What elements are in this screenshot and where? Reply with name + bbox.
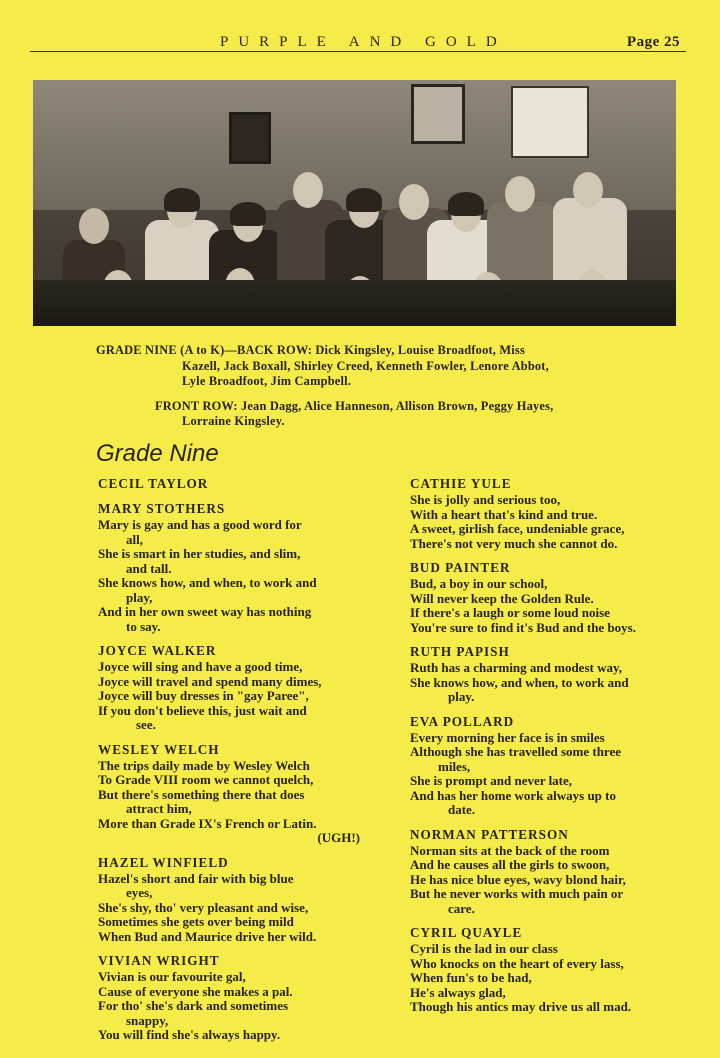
poem-line: snappy, (126, 1012, 169, 1028)
student-name: HAZEL WINFIELD (98, 854, 229, 870)
poem-line: Vivian is our favourite gal, (98, 969, 246, 984)
poem-line: There's not very much she cannot do. (410, 535, 618, 551)
poem-line: To Grade VIII room we cannot quelch, (98, 772, 314, 787)
poem-line: Ruth has a charming and modest way, (410, 660, 623, 675)
header-rule (30, 51, 686, 52)
caption-back-row-cont: Kazell, Jack Boxall, Shirley Creed, Kenneth Fowler, Lenore Abbot, (182, 358, 549, 373)
poem-line: And he causes all the girls to swoon, (410, 857, 610, 872)
poem-line: For tho' she's dark and sometimes (98, 998, 289, 1013)
poem-entry (410, 714, 692, 818)
section-title: Grade Nine (96, 440, 219, 467)
class-photo (33, 80, 676, 326)
poem-line: She is smart in her studies, and slim, (98, 546, 301, 561)
student-name: RUTH PAPISH (410, 644, 510, 659)
poem-entry (410, 925, 692, 1015)
photo-wall-frame (411, 84, 465, 144)
photo-figure-head (79, 208, 109, 244)
photo-poster (511, 86, 589, 158)
poem-line: Cyril is the lad in our class (410, 941, 558, 956)
poem-line: date. (448, 802, 476, 817)
poem-line: Sometimes she gets over being mild (98, 914, 294, 929)
student-name: CATHIE YULE (410, 476, 512, 491)
poem-line: She's shy, tho' very pleasant and wise, (98, 899, 309, 915)
poem-line: Joyce will buy dresses in "gay Paree", (98, 688, 309, 703)
poem-line: Joyce will sing and have a good time, (98, 659, 303, 674)
poem-line: If you don't believe this, just wait and (98, 702, 307, 718)
student-name: EVA POLLARD (410, 713, 515, 729)
photo-figure-hair (448, 192, 484, 216)
student-name: CYRIL QUAYLE (410, 925, 523, 940)
poem-entry (410, 560, 692, 635)
poem-line: But there's something there that does (98, 786, 305, 802)
poem-line: attract him, (126, 801, 192, 816)
photo-figure-hair (164, 188, 200, 212)
left-column (98, 476, 368, 1052)
poem-line: Though his antics may drive us all mad. (410, 999, 632, 1014)
poem-line: You're sure to find it's Bud and the boys. (410, 619, 636, 635)
student-name: NORMAN PATTERSON (410, 826, 569, 842)
poem-line: When fun's to be had, (410, 970, 532, 985)
poem-line: Hazel's short and fair with big blue (98, 870, 294, 886)
caption-front-row: FRONT ROW: Jean Dagg, Alice Hanneson, Allison Brown, Peggy Hayes, (155, 398, 554, 413)
photo-figure-hair (230, 202, 266, 226)
poem-line: You will find she's always happy. (98, 1027, 281, 1042)
poem-line: She knows how, and when, to work and (410, 674, 629, 690)
poem-line: She is prompt and never late, (410, 773, 573, 788)
photo-figure-head (399, 184, 429, 220)
poem-line: care. (448, 900, 475, 916)
student-name: MARY STOTHERS (98, 501, 226, 516)
poem-line: If there's a laugh or some loud noise (410, 605, 610, 620)
student-name: WESLEY WELCH (98, 741, 220, 757)
caption-back-row-cont: Lyle Broadfoot, Jim Campbell. (182, 374, 352, 388)
student-name: CECIL TAYLOR (98, 476, 209, 491)
poem-line: miles, (438, 758, 471, 774)
publication-title: PURPLE AND GOLD (220, 34, 507, 50)
poem-line: Norman sits at the back of the room (410, 842, 610, 858)
poem-line: Who knocks on the heart of every lass, (410, 955, 624, 971)
poem-entry (98, 501, 368, 634)
poem-line: see. (136, 717, 156, 732)
poem-line: and tall. (126, 560, 172, 576)
poem-entry (98, 643, 368, 733)
poem-line: Will never keep the Golden Rule. (410, 590, 594, 606)
poem-line: She is jolly and serious too, (410, 492, 561, 507)
photo-caption (96, 343, 686, 430)
poem-line: Bud, a boy in our school, (410, 576, 548, 591)
poem-line: And has her home work always up to (410, 787, 616, 803)
poem-line: A sweet, girlish face, undeniable grace, (410, 521, 625, 536)
poem-entry (410, 476, 692, 551)
poem-line: With a heart that's kind and true. (410, 506, 598, 522)
poem-line: Cause of everyone she makes a pal. (98, 983, 293, 999)
poem-entry (98, 855, 368, 945)
poem-line: Although she has travelled some three (410, 744, 622, 759)
poem-line: play, (126, 589, 153, 605)
poem-line: She knows how, and when, to work and (98, 575, 317, 590)
poem-line: play. (448, 689, 475, 704)
right-column (410, 476, 692, 1024)
poem-line: eyes, (126, 885, 153, 900)
photo-figure-head (293, 172, 323, 208)
photo-desks (33, 280, 676, 326)
poem-line: When Bud and Maurice drive her wild. (98, 928, 317, 944)
student-name: VIVIAN WRIGHT (98, 953, 220, 968)
caption-back-row: GRADE NINE (A to K)—BACK ROW: Dick Kingsley, Louise Broadfoot, Miss (96, 343, 525, 357)
photo-figure-hair (346, 188, 382, 212)
photo-figure-head (505, 176, 535, 212)
caption-front-row-cont: Lorraine Kingsley. (182, 414, 285, 428)
poem-entry (98, 476, 368, 492)
poem-line: Mary is gay and has a good word for (98, 517, 302, 532)
poem-line: to say. (126, 618, 161, 634)
photo-wall-picture (229, 112, 271, 164)
student-name: BUD PAINTER (410, 560, 511, 575)
poem-line: He's always glad, (410, 984, 506, 1000)
poem-line: Joyce will travel and spend many dimes, (98, 673, 322, 689)
student-name: JOYCE WALKER (98, 643, 217, 658)
poem-line: He has nice blue eyes, wavy blond hair, (410, 871, 626, 887)
poem-entry (98, 953, 368, 1043)
page-header (30, 34, 686, 54)
poem-line: all, (126, 531, 143, 547)
poem-entry (410, 827, 692, 917)
poem-line: The trips daily made by Wesley Welch (98, 757, 310, 773)
poem-line: More than Grade IX's French or Latin. (98, 815, 317, 831)
poem-line: (UGH!) (317, 830, 360, 845)
page-number: Page 25 (626, 34, 680, 50)
poem-entry (410, 644, 692, 705)
poem-entry (98, 742, 368, 846)
poem-line: But he never works with much pain or (410, 886, 624, 901)
poem-line: Every morning her face is in smiles (410, 729, 605, 745)
poem-line: And in her own sweet way has nothing (98, 604, 312, 619)
photo-figure-head (573, 172, 603, 208)
